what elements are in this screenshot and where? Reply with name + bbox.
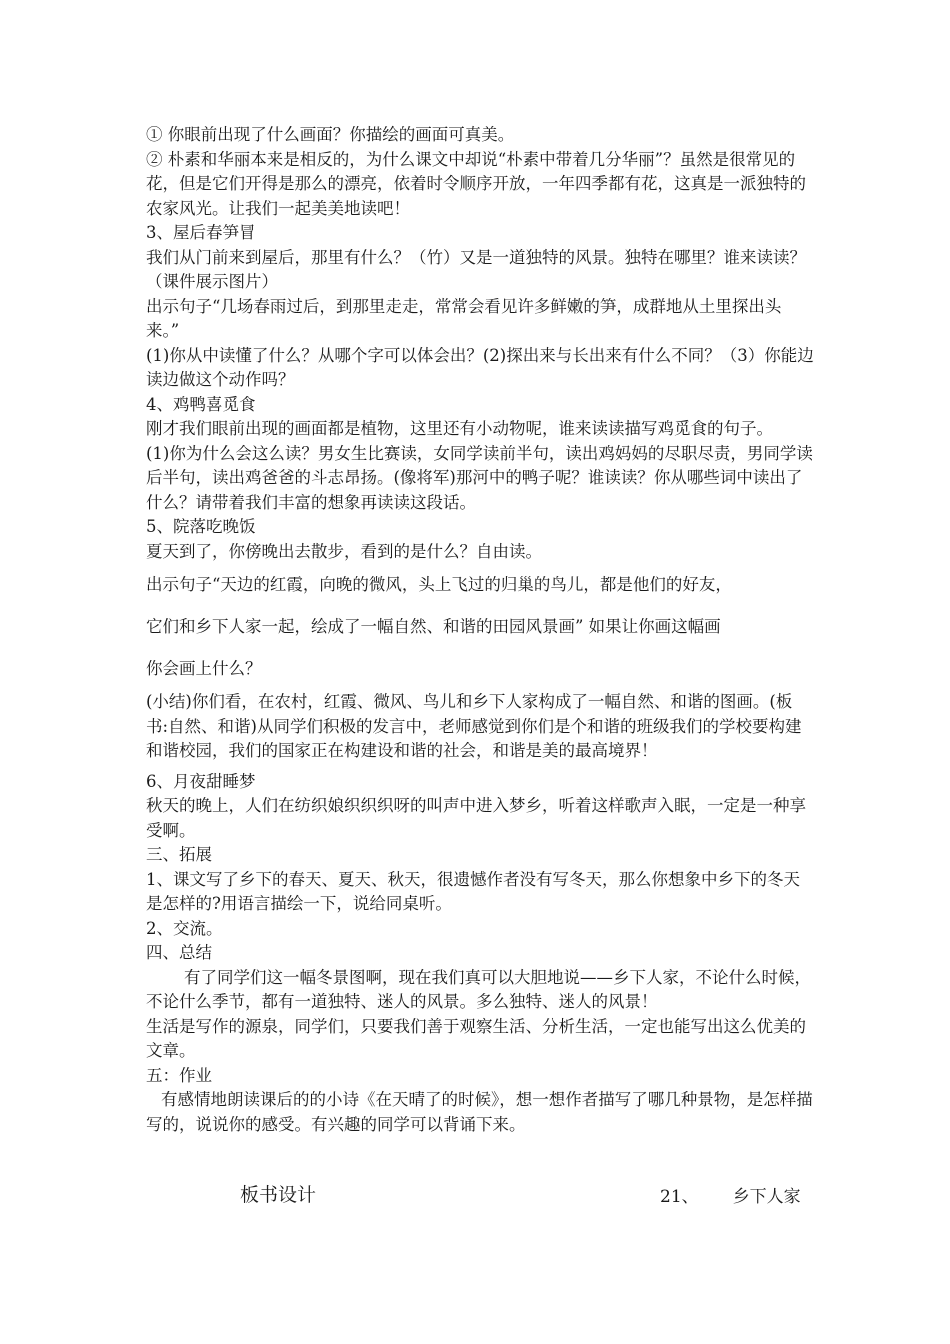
- question-2: ② 朴素和华丽本来是相反的，为什么课文中却说“朴素中带着几分华丽”？虽然是很常见的花，但是它们开得是那么的漂亮，依着时令顺序开放，一年四季都有花，这真是一派独特的农家风光。让我们一起美美地读吧！: [146, 149, 806, 218]
- paragraph: 秋天的晚上，人们在纺织娘织织织呀的叫声中进入梦乡，听着这样歌声入眠，一定是一种享受啊。: [146, 796, 806, 840]
- lesson-body: [146, 123, 814, 1137]
- section-heading-4: 4、鸡鸭喜觅食: [146, 394, 256, 414]
- paragraph: 生活是写作的源泉，同学们，只要我们善于观察生活、分析生活，一定也能写出这么优美的文章。: [146, 1016, 806, 1060]
- section-heading-homework: 五：作业: [146, 1065, 212, 1085]
- summary-paragraph: (小结)你们看，在农村，红霞、微风、鸟儿和乡下人家构成了一幅自然、和谐的图画。(板书:自然、和谐)从同学们积极的发言中，老师感觉到你们是个和谐的班级我们的学校要构建和谐校园，我们的国家正在构建设和谐的社会，和谐是美的最高境界！: [146, 692, 802, 760]
- paragraph: (1)你为什么会这么读？男女生比赛读，女同学读前半句，读出鸡妈妈的尽职尽责，男同学读后半句，读出鸡爸爸的斗志昂扬。(像将军)那河中的鸭子呢？谁读读？你从哪些词中读出了什么？请带着我们丰富的想象再读读这段话。: [146, 443, 813, 512]
- board-lesson-heading: [660, 1182, 801, 1207]
- paragraph: 1、课文写了乡下的春天、夏天、秋天，很遗憾作者没有写冬天，那么你想象中乡下的冬天是怎样的?用语言描绘一下，说给同桌听。: [146, 869, 800, 913]
- paragraph: (1)你从中读懂了什么？从哪个字可以体会出？(2)探出来与长出来有什么不同？（3）你能边读边做这个动作吗？: [146, 345, 814, 389]
- section-heading-3: 3、屋后春笋冒: [146, 223, 256, 242]
- section-heading-6: 6、月夜甜睡梦: [146, 771, 256, 791]
- section-heading-5: 5、院落吃晚饭: [146, 517, 256, 536]
- paragraph: 有感情地朗读课后的的小诗《在天晴了的时候》，想一想作者描写了哪几种景物，是怎样描写的，说说你的感受。有兴趣的同学可以背诵下来。: [146, 1090, 813, 1134]
- paragraph: 你会画上什么？: [146, 659, 262, 678]
- board-design-row: [0, 1180, 950, 1210]
- paragraph: 出示句子“天边的红霞，向晚的微风，头上飞过的归巢的鸟儿，都是他们的好友，: [146, 575, 732, 594]
- paragraph: 有了同学们这一幅冬景图啊，现在我们真可以大胆地说——乡下人家，不论什么时候，不论什么季节，都有一道独特、迷人的风景。多么独特、迷人的风景！: [146, 967, 811, 1011]
- lesson-number: 21、: [660, 1187, 699, 1207]
- paragraph: 刚才我们眼前出现的画面都是植物，这里还有小动物呢，谁来读读描写鸡觅食的句子。: [146, 419, 773, 438]
- paragraph: 2、交流。: [146, 918, 223, 938]
- paragraph: 夏天到了，你傍晚出去散步，看到的是什么？自由读。: [146, 541, 542, 561]
- paragraph: 它们和乡下人家一起，绘成了一幅自然、和谐的田园风景画” 如果让你画这幅画: [146, 617, 721, 636]
- lesson-title: 乡下人家: [732, 1187, 801, 1207]
- board-design-title: 板书设计: [240, 1184, 317, 1206]
- paragraph: 出示句子“几场春雨过后，到那里走走，常常会看见许多鲜嫩的笋，成群地从土里探出头来。”: [146, 296, 782, 340]
- paragraph: 我们从门前来到屋后，那里有什么？（竹）又是一道独特的风景。独特在哪里？谁来读读？（课件展示图片）: [146, 247, 806, 291]
- section-heading-summary: 四、总结: [146, 943, 212, 962]
- question-1: ① 你眼前出现了什么画面？你描绘的画面可真美。: [146, 125, 515, 144]
- section-heading-extension: 三、拓展: [146, 845, 212, 864]
